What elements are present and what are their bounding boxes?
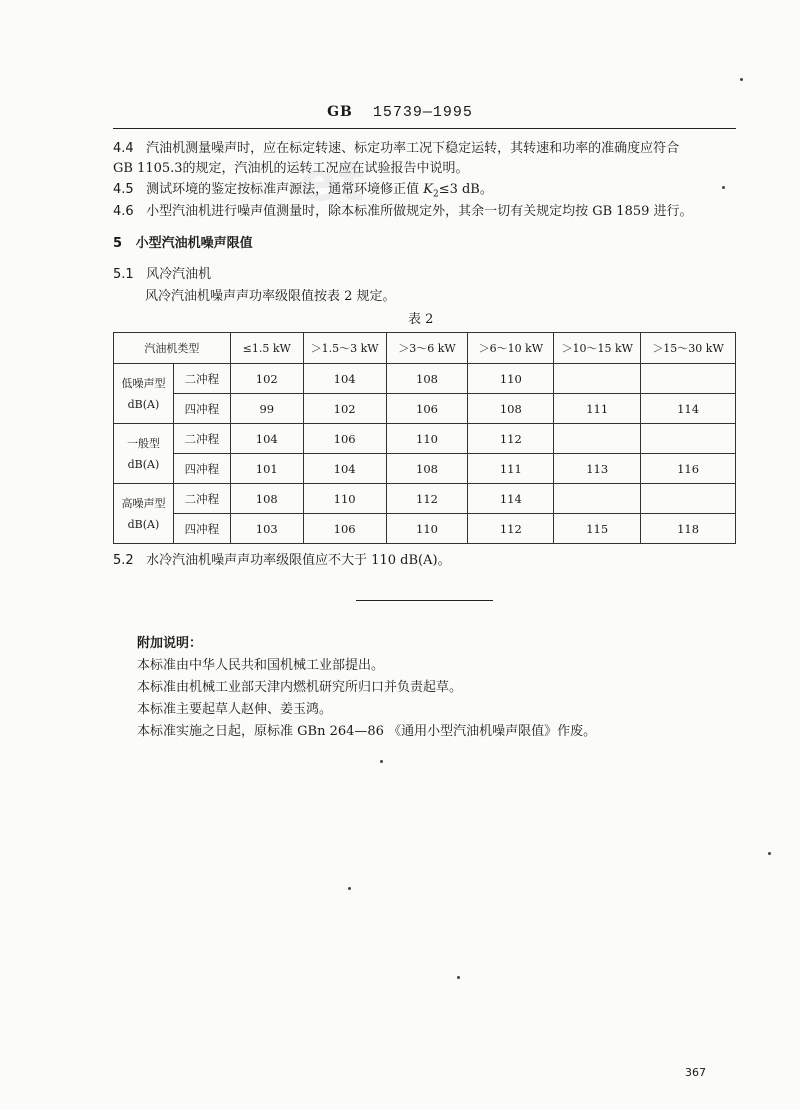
noise-limit-table <box>113 332 736 544</box>
stroke-cell: 二冲程 <box>173 364 230 394</box>
group-label <box>114 484 174 544</box>
clause-text: 汽油机测量噪声时，应在标定转速、标定功率工况下稳定运转，其转速和功率的准确度应符合 <box>146 141 680 156</box>
notes-line <box>137 678 462 698</box>
scan-speck <box>348 887 351 890</box>
scan-speck <box>740 78 743 81</box>
table-row <box>114 424 736 454</box>
value-cell: 104 <box>303 364 386 394</box>
group-name: 低噪声型 <box>121 376 166 390</box>
stroke-cell: 四冲程 <box>173 394 230 424</box>
value-cell: 108 <box>386 364 468 394</box>
watermark: et <box>300 150 367 213</box>
value-cell: 103 <box>230 514 303 544</box>
notes-title-text: 附加说明： <box>137 636 203 651</box>
value-cell <box>554 424 641 454</box>
clause-text: 测试环境的鉴定按标准声源法，通常环境修正值 <box>146 182 424 197</box>
value-cell: 106 <box>303 424 386 454</box>
clause-number: 4.4 <box>113 141 134 156</box>
running-header <box>0 104 800 121</box>
value-cell: 108 <box>468 394 554 424</box>
table-row <box>114 454 736 484</box>
clause-text-end: ≤3 dB。 <box>438 182 493 197</box>
header-type: 汽油机类型 <box>114 333 231 364</box>
stroke-cell: 四冲程 <box>173 514 230 544</box>
section-number: 5 <box>113 236 123 251</box>
separator-rule <box>356 600 493 601</box>
section-title: 小型汽油机噪声限值 <box>135 236 253 251</box>
value-cell: 108 <box>230 484 303 514</box>
section-5-1-heading <box>113 265 211 285</box>
group-unit: dB(A) <box>127 397 160 411</box>
section-title: 风冷汽油机 <box>146 267 212 282</box>
stroke-cell: 二冲程 <box>173 424 230 454</box>
value-cell: 112 <box>386 484 468 514</box>
value-cell: 111 <box>554 394 641 424</box>
value-cell: 110 <box>303 484 386 514</box>
scan-speck <box>457 976 460 979</box>
value-cell: 116 <box>641 454 736 484</box>
value-cell: 114 <box>641 394 736 424</box>
value-cell: 104 <box>230 424 303 454</box>
clause-4-5 <box>113 180 493 205</box>
value-cell <box>554 484 641 514</box>
value-cell: 112 <box>468 514 554 544</box>
table-caption-text: 表 2 <box>408 312 434 327</box>
table-header-row <box>114 333 736 364</box>
value-cell: 99 <box>230 394 303 424</box>
group-label <box>114 364 174 424</box>
value-cell: 101 <box>230 454 303 484</box>
table-row <box>114 484 736 514</box>
value-cell: 106 <box>386 394 468 424</box>
notes-line <box>137 700 332 720</box>
group-name: 高噪声型 <box>121 496 166 510</box>
header-col: ≤1.5 kW <box>230 333 303 364</box>
header-col: ＞10～15 kW <box>554 333 641 364</box>
value-cell: 111 <box>468 454 554 484</box>
notes-line-text: 本标准由中华人民共和国机械工业部提出。 <box>137 658 385 673</box>
header-col: ＞1.5～3 kW <box>303 333 386 364</box>
value-cell: 110 <box>386 424 468 454</box>
section-body-text: 风冷汽油机噪声声功率级限值按表 2 规定。 <box>145 289 396 304</box>
value-cell: 110 <box>468 364 554 394</box>
value-cell: 102 <box>230 364 303 394</box>
notes-line-text: 本标准由机械工业部天津内燃机研究所归口并负责起草。 <box>137 680 463 695</box>
value-cell <box>554 364 641 394</box>
section-number: 5.1 <box>113 267 134 282</box>
clause-number: 4.6 <box>113 204 134 219</box>
value-cell: 112 <box>468 424 554 454</box>
clause-number: 4.5 <box>113 182 134 197</box>
header-col: ＞15～30 kW <box>641 333 736 364</box>
value-cell: 106 <box>303 514 386 544</box>
group-unit: dB(A) <box>127 457 160 471</box>
clause-4-4 <box>113 139 679 159</box>
scan-speck <box>722 186 725 189</box>
value-cell <box>641 364 736 394</box>
table-row <box>114 514 736 544</box>
header-col: ＞6～10 kW <box>468 333 554 364</box>
section-number: 5.2 <box>113 553 134 568</box>
section-5-heading <box>113 234 253 254</box>
clause-4-4-continued <box>113 159 469 179</box>
table-caption <box>408 310 433 330</box>
group-name: 一般型 <box>126 436 160 450</box>
scan-speck <box>768 852 771 855</box>
group-unit: dB(A) <box>127 517 160 531</box>
notes-line-text: 本标准主要起草人赵伸、姜玉鸿。 <box>137 702 333 717</box>
notes-title <box>137 634 202 654</box>
value-cell: 113 <box>554 454 641 484</box>
notes-line-text: 本标准实施之日起，原标准 GBn 264—86 《通用小型汽油机噪声限值》作废。 <box>137 724 597 739</box>
group-label <box>114 424 174 484</box>
header-prefix: GB <box>327 104 353 120</box>
value-cell: 110 <box>386 514 468 544</box>
table-row <box>114 364 736 394</box>
notes-line <box>137 722 596 742</box>
clause-text: GB 1105.3的规定，汽油机的运转工况应在试验报告中说明。 <box>113 161 469 176</box>
k-symbol: K <box>423 182 433 197</box>
stroke-cell: 二冲程 <box>173 484 230 514</box>
value-cell: 114 <box>468 484 554 514</box>
clause-4-6 <box>113 202 693 222</box>
value-cell <box>641 484 736 514</box>
header-col: ＞3～6 kW <box>386 333 468 364</box>
header-code: 15739—1995 <box>372 104 473 121</box>
header-rule <box>113 128 736 129</box>
value-cell: 108 <box>386 454 468 484</box>
value-cell <box>641 424 736 454</box>
clause-text: 小型汽油机进行噪声值测量时，除本标准所做规定外，其余一切有关规定均按 GB 1859 进行。 <box>146 204 693 219</box>
notes-line <box>137 656 384 676</box>
section-5-2 <box>113 551 451 571</box>
scan-speck <box>380 760 383 763</box>
section-5-1-body <box>145 287 396 307</box>
value-cell: 118 <box>641 514 736 544</box>
page-number: 367 <box>685 1066 706 1079</box>
value-cell: 104 <box>303 454 386 484</box>
stroke-cell: 四冲程 <box>173 454 230 484</box>
k-subscript: 2 <box>432 189 439 200</box>
value-cell: 102 <box>303 394 386 424</box>
table-row <box>114 394 736 424</box>
section-text: 水冷汽油机噪声声功率级限值应不大于 110 dB(A)。 <box>146 553 451 568</box>
value-cell: 115 <box>554 514 641 544</box>
